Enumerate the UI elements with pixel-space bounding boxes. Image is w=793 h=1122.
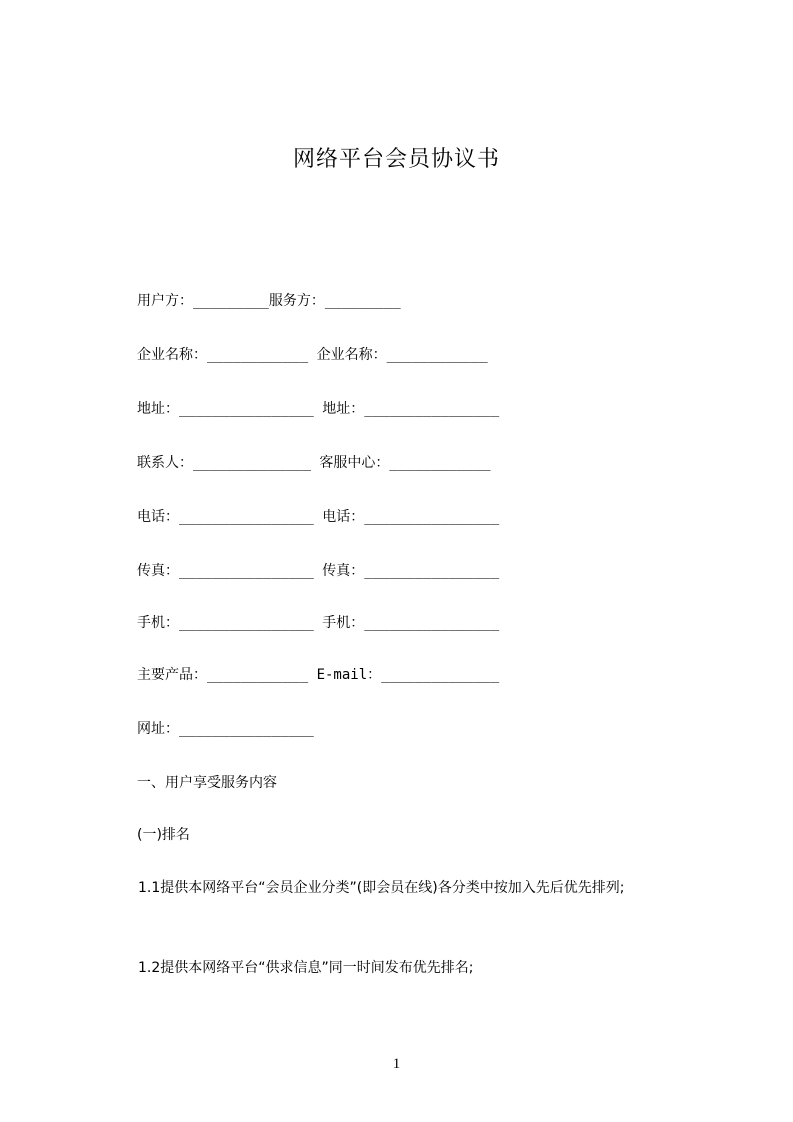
document-title: 网络平台会员协议书 bbox=[292, 147, 500, 172]
party-line-mobile: 手机：________________ 手机：________________ bbox=[137, 615, 500, 631]
clause-1-1: 1.1提供本网络平台“会员企业分类”(即会员在线)各分类中按加入先后优先排列; bbox=[138, 880, 625, 896]
subsection-heading: (一)排名 bbox=[137, 827, 190, 843]
section-heading: 一、用户享受服务内容 bbox=[137, 775, 277, 791]
party-line-company-name: 企业名称：____________ 企业名称：____________ bbox=[137, 347, 488, 363]
clause-1-2: 1.2提供本网络平台“供求信息”同一时间发布优先排名; bbox=[138, 960, 474, 976]
party-line-fax: 传真：________________ 传真：________________ bbox=[137, 563, 500, 579]
party-line-products-email: 主要产品：____________ E-mail：______________ bbox=[137, 667, 500, 683]
party-line-address: 地址：________________ 地址：________________ bbox=[137, 401, 500, 417]
page-number: 1 bbox=[392, 1056, 401, 1072]
party-line-website: 网址：________________ bbox=[137, 721, 314, 737]
party-line-user-service: 用户方：_________服务方：_________ bbox=[137, 293, 401, 309]
party-line-phone: 电话：________________ 电话：________________ bbox=[137, 509, 500, 525]
party-line-contact: 联系人：______________ 客服中心：____________ bbox=[137, 455, 491, 471]
